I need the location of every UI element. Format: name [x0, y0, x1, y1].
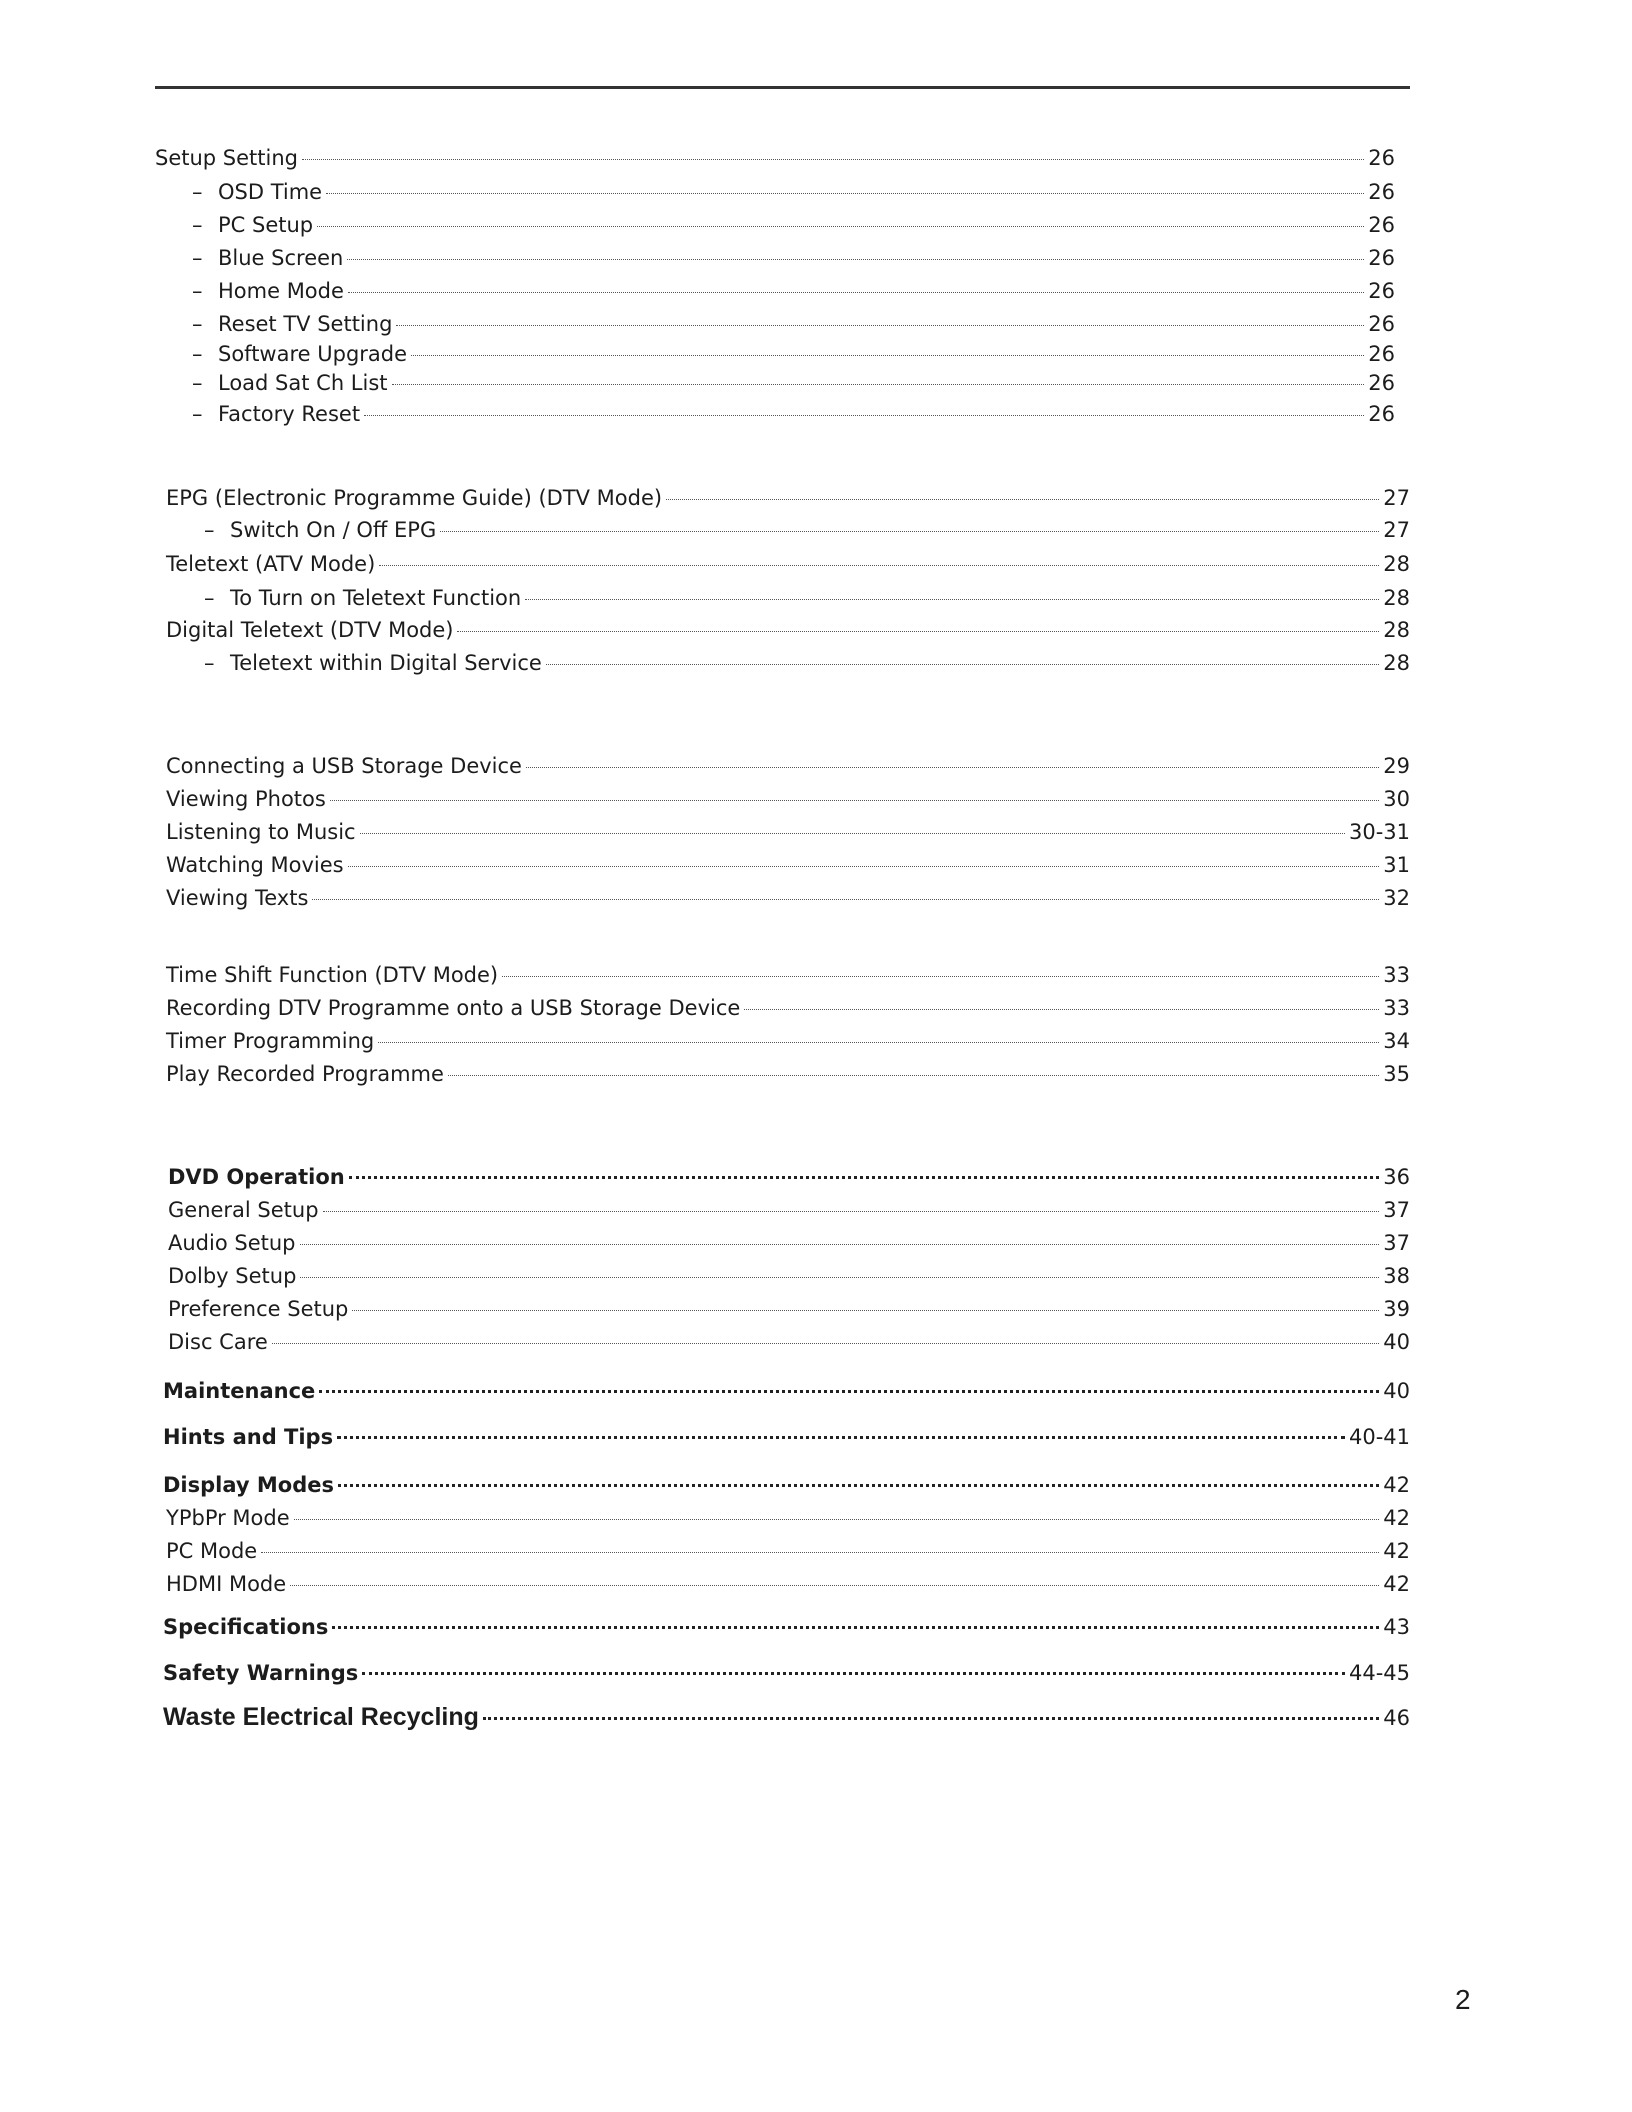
- toc-entry-time-shift[interactable]: [166, 961, 1410, 989]
- leader-dots: [457, 631, 1379, 632]
- leader-dots: [440, 531, 1379, 532]
- leader-dots: [319, 1390, 1379, 1393]
- toc-entry-page: 26: [1368, 371, 1395, 395]
- toc-entry-title: Viewing Photos: [166, 787, 326, 811]
- dash-marker: –: [192, 180, 203, 204]
- toc-entry-page: 26: [1368, 312, 1395, 336]
- toc-entry-page: 30: [1383, 787, 1410, 811]
- page-number: 2: [1455, 1984, 1471, 2015]
- toc-entry-page: 26: [1368, 180, 1395, 204]
- toc-entry-viewing-texts[interactable]: [166, 884, 1410, 912]
- toc-entry-epg[interactable]: [166, 484, 1410, 512]
- toc-entry-title: Software Upgrade: [218, 342, 408, 366]
- toc-entry-osd-time[interactable]: [192, 178, 1395, 206]
- toc-entry-page: 33: [1383, 996, 1410, 1020]
- toc-entry-software-upgrade[interactable]: [192, 340, 1395, 368]
- leader-dots: [323, 1211, 1380, 1212]
- toc-entry-title: Digital Teletext (DTV Mode): [166, 618, 454, 642]
- toc-entry-general-setup[interactable]: [168, 1196, 1410, 1224]
- toc-entry-watching-movies[interactable]: [166, 851, 1410, 879]
- toc-entry-page: 40: [1383, 1330, 1410, 1354]
- toc-entry-title: Specifications: [163, 1615, 329, 1639]
- toc-entry-title: Display Modes: [163, 1473, 334, 1497]
- toc-entry-title: Disc Care: [168, 1330, 268, 1354]
- leader-dots: [326, 193, 1364, 194]
- toc-entry-title: PC Setup: [218, 213, 314, 237]
- toc-entry-page: 32: [1383, 886, 1410, 910]
- toc-entry-page: 43: [1383, 1615, 1410, 1639]
- dash-marker: –: [204, 518, 215, 542]
- leader-dots: [411, 355, 1364, 356]
- toc-entry-display-modes[interactable]: [163, 1471, 1410, 1499]
- toc-entry-page: 27: [1383, 486, 1410, 510]
- top-rule: [155, 86, 1410, 89]
- toc-entry-title: Audio Setup: [168, 1231, 296, 1255]
- dash-marker: –: [192, 213, 203, 237]
- toc-entry-hints-tips[interactable]: [163, 1423, 1410, 1451]
- toc-entry-page: 35: [1383, 1062, 1410, 1086]
- toc-entry-page: 26: [1368, 246, 1395, 270]
- toc-entry-page: 28: [1383, 618, 1410, 642]
- leader-dots: [378, 1042, 1379, 1043]
- leader-dots: [317, 226, 1364, 227]
- toc-entry-load-sat-ch-list[interactable]: [192, 369, 1395, 397]
- toc-entry-page: 37: [1383, 1198, 1410, 1222]
- toc-entry-title: Watching Movies: [166, 853, 344, 877]
- toc-entry-title: YPbPr Mode: [166, 1506, 290, 1530]
- toc-entry-page: 28: [1383, 651, 1410, 675]
- leader-dots: [290, 1585, 1379, 1586]
- leader-dots: [330, 800, 1379, 801]
- leader-dots: [294, 1519, 1380, 1520]
- toc-entry-page: 40: [1383, 1379, 1410, 1403]
- toc-entry-connecting-usb[interactable]: [166, 752, 1410, 780]
- toc-entry-play-recorded[interactable]: [166, 1060, 1410, 1088]
- toc-entry-setup-setting[interactable]: [155, 144, 1395, 172]
- toc-entry-factory-reset[interactable]: [192, 400, 1395, 428]
- toc-entry-hdmi-mode[interactable]: [166, 1570, 1410, 1598]
- toc-entry-title: Dolby Setup: [168, 1264, 297, 1288]
- toc-entry-page: 28: [1383, 586, 1410, 610]
- toc-entry-ypbpr-mode[interactable]: [166, 1504, 1410, 1532]
- toc-entry-page: 42: [1383, 1572, 1410, 1596]
- leader-dots: [332, 1626, 1379, 1629]
- leader-dots: [666, 499, 1379, 500]
- toc-entry-safety-warnings[interactable]: [163, 1659, 1410, 1687]
- toc-entry-title: PC Mode: [166, 1539, 258, 1563]
- toc-entry-page: 26: [1368, 279, 1395, 303]
- toc-entry-title: DVD Operation: [168, 1165, 345, 1189]
- toc-entry-page: 29: [1383, 754, 1410, 778]
- toc-entry-title: EPG (Electronic Programme Guide) (DTV Mode): [166, 486, 663, 510]
- toc-entry-title: Switch On / Off EPG: [230, 518, 437, 542]
- leader-dots: [300, 1244, 1380, 1245]
- leader-dots: [338, 1484, 1379, 1487]
- toc-entry-page: 42: [1383, 1473, 1410, 1497]
- leader-dots: [312, 899, 1379, 900]
- toc-entry-page: 26: [1368, 146, 1395, 170]
- leader-dots: [337, 1436, 1345, 1439]
- toc-entry-title: Reset TV Setting: [218, 312, 393, 336]
- leader-dots: [483, 1717, 1379, 1720]
- toc-entry-title: Viewing Texts: [166, 886, 309, 910]
- toc-entry-page: 36: [1383, 1165, 1410, 1189]
- toc-entry-page: 37: [1383, 1231, 1410, 1255]
- leader-dots: [302, 159, 1364, 160]
- toc-entry-title: Waste Electrical Recycling: [163, 1703, 479, 1731]
- toc-entry-viewing-photos[interactable]: [166, 785, 1410, 813]
- leader-dots: [347, 259, 1364, 260]
- toc-entry-page: 40-41: [1348, 1425, 1410, 1449]
- toc-entry-specifications[interactable]: [163, 1613, 1410, 1641]
- toc-entry-pc-setup[interactable]: [192, 211, 1395, 239]
- leader-dots: [300, 1277, 1379, 1278]
- dash-marker: –: [192, 312, 203, 336]
- leader-dots: [348, 292, 1364, 293]
- toc-entry-title: Time Shift Function (DTV Mode): [166, 963, 499, 987]
- toc-entry-blue-screen[interactable]: [192, 244, 1395, 272]
- toc-entry-page: 38: [1383, 1264, 1410, 1288]
- toc-entry-page: 42: [1383, 1506, 1410, 1530]
- leader-dots: [396, 325, 1364, 326]
- toc-entry-title: General Setup: [168, 1198, 319, 1222]
- toc-entry-title: Teletext (ATV Mode): [166, 552, 376, 576]
- toc-entry-audio-setup[interactable]: [168, 1229, 1410, 1257]
- leader-dots: [272, 1343, 1379, 1344]
- toc-entry-page: 33: [1383, 963, 1410, 987]
- dash-marker: –: [204, 651, 215, 675]
- toc-entry-disc-care[interactable]: [168, 1328, 1410, 1356]
- leader-dots: [349, 1176, 1380, 1179]
- toc-entry-title: To Turn on Teletext Function: [230, 586, 522, 610]
- toc-entry-title: OSD Time: [218, 180, 323, 204]
- leader-dots: [546, 664, 1379, 665]
- toc-entry-maintenance[interactable]: [163, 1377, 1410, 1405]
- dash-marker: –: [192, 371, 203, 395]
- toc-entry-title: Hints and Tips: [163, 1425, 334, 1449]
- toc-entry-timer-programming[interactable]: [166, 1027, 1410, 1055]
- toc-entry-title: Timer Programming: [166, 1029, 375, 1053]
- toc-entry-page: 27: [1383, 518, 1410, 542]
- leader-dots: [448, 1075, 1379, 1076]
- leader-dots: [379, 565, 1379, 566]
- toc-entry-title: Blue Screen: [218, 246, 344, 270]
- dash-marker: –: [192, 279, 203, 303]
- toc-entry-page: 39: [1383, 1297, 1410, 1321]
- toc-entry-reset-tv-setting[interactable]: [192, 310, 1395, 338]
- toc-entry-listening-music[interactable]: [166, 818, 1410, 846]
- toc-entry-teletext-digital-service[interactable]: [204, 649, 1410, 677]
- toc-entry-page: 42: [1383, 1539, 1410, 1563]
- toc-entry-home-mode[interactable]: [192, 277, 1395, 305]
- toc-entry-page: 46: [1383, 1706, 1410, 1730]
- leader-dots: [392, 384, 1365, 385]
- toc-entry-title: Safety Warnings: [163, 1661, 359, 1685]
- toc-entry-title: Teletext within Digital Service: [230, 651, 542, 675]
- toc-entry-digital-teletext[interactable]: [166, 616, 1410, 644]
- toc-entry-page: 26: [1368, 342, 1395, 366]
- dash-marker: –: [192, 342, 203, 366]
- toc-entry-title: HDMI Mode: [166, 1572, 287, 1596]
- toc-entry-page: 34: [1383, 1029, 1410, 1053]
- toc-entry-title: Play Recorded Programme: [166, 1062, 444, 1086]
- toc-entry-page: 28: [1383, 552, 1410, 576]
- toc-entry-title: Listening to Music: [166, 820, 356, 844]
- leader-dots: [526, 767, 1379, 768]
- leader-dots: [525, 599, 1379, 600]
- toc-entry-switch-on-off-epg[interactable]: [204, 516, 1410, 544]
- toc-entry-title: Load Sat Ch List: [218, 371, 388, 395]
- toc-entry-waste-recycling[interactable]: [163, 1703, 1410, 1732]
- leader-dots: [744, 1009, 1379, 1010]
- toc-entry-teletext-atv[interactable]: [166, 550, 1410, 578]
- toc-entry-title: Connecting a USB Storage Device: [166, 754, 522, 778]
- dash-marker: –: [204, 586, 215, 610]
- leader-dots: [352, 1310, 1379, 1311]
- toc-entry-turn-on-teletext[interactable]: [204, 584, 1410, 612]
- leader-dots: [502, 976, 1379, 977]
- dash-marker: –: [192, 246, 203, 270]
- toc-entry-title: Factory Reset: [218, 402, 361, 426]
- toc-entry-page: 26: [1368, 213, 1395, 237]
- toc-entry-title: Preference Setup: [168, 1297, 349, 1321]
- leader-dots: [348, 866, 1380, 867]
- toc-entry-recording-dtv[interactable]: [166, 994, 1410, 1022]
- toc-entry-dolby-setup[interactable]: [168, 1262, 1410, 1290]
- toc-entry-preference-setup[interactable]: [168, 1295, 1410, 1323]
- leader-dots: [364, 415, 1364, 416]
- toc-entry-title: Setup Setting: [155, 146, 298, 170]
- leader-dots: [362, 1672, 1345, 1675]
- toc-entry-page: 31: [1383, 853, 1410, 877]
- toc-entry-page: 44-45: [1348, 1661, 1410, 1685]
- leader-dots: [360, 833, 1345, 834]
- toc-entry-title: Home Mode: [218, 279, 344, 303]
- toc-entry-page: 30-31: [1348, 820, 1410, 844]
- toc-entry-page: 26: [1368, 402, 1395, 426]
- toc-entry-title: Maintenance: [163, 1379, 316, 1403]
- dash-marker: –: [192, 402, 203, 426]
- leader-dots: [261, 1552, 1379, 1553]
- toc-entry-dvd-operation[interactable]: [168, 1163, 1410, 1191]
- toc-entry-pc-mode[interactable]: [166, 1537, 1410, 1565]
- toc-entry-title: Recording DTV Programme onto a USB Storage Device: [166, 996, 741, 1020]
